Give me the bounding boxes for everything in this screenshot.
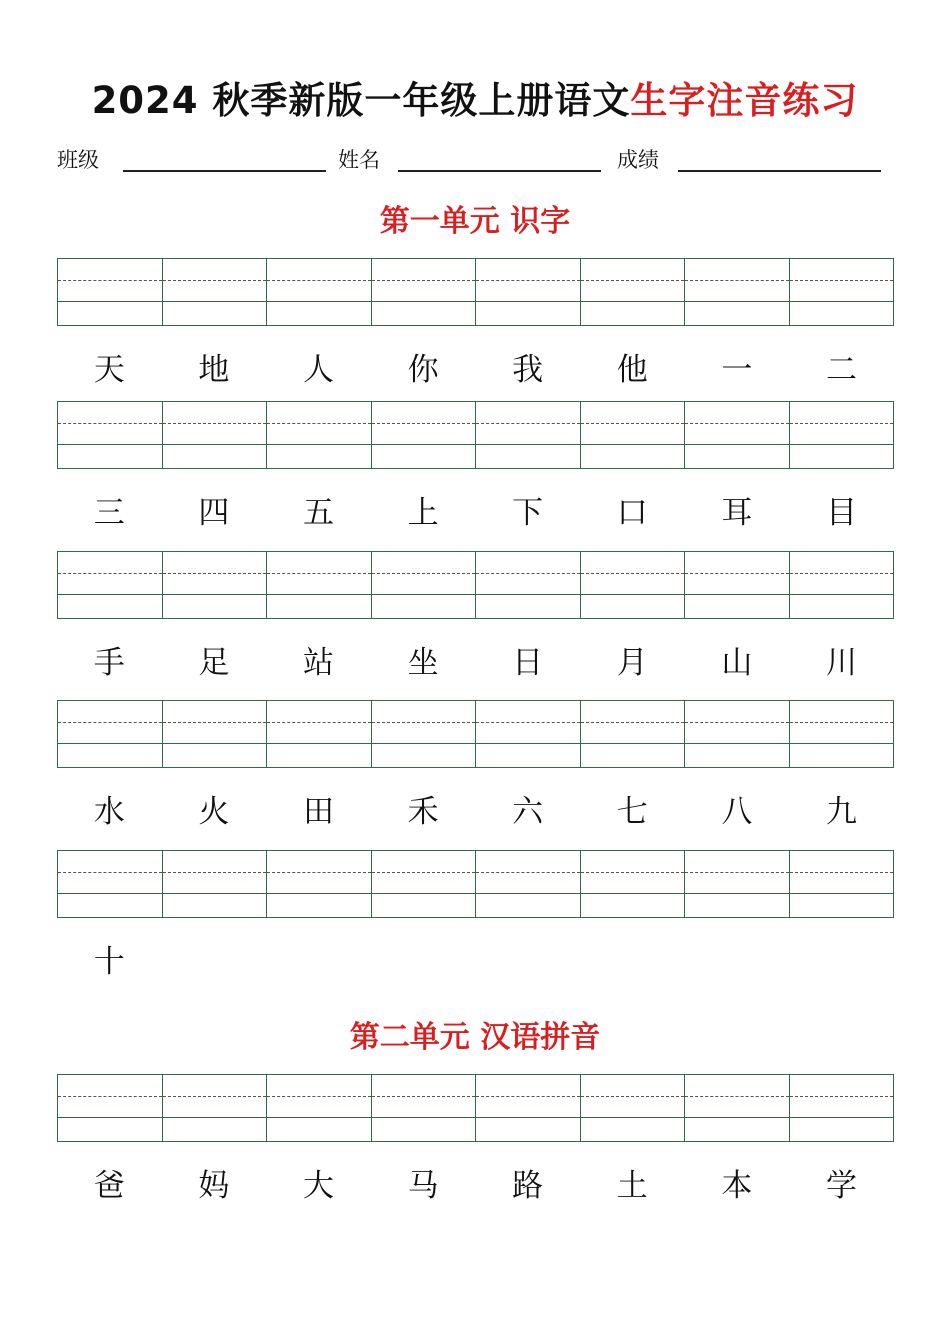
pinyin-cell[interactable]	[581, 701, 686, 767]
hanzi-character: 站	[302, 645, 334, 681]
pinyin-cell[interactable]	[685, 402, 790, 468]
pinyin-cell[interactable]	[581, 552, 686, 618]
pinyin-writing-grid[interactable]	[57, 850, 894, 918]
pinyin-cell[interactable]	[372, 552, 477, 618]
student-info-row	[0, 140, 950, 180]
pinyin-cell[interactable]	[790, 701, 894, 767]
hanzi-character: 目	[825, 495, 857, 531]
hanzi-character: 爸	[93, 1168, 125, 1204]
hanzi-character: 水	[93, 794, 125, 830]
pinyin-cell[interactable]	[372, 259, 477, 325]
pinyin-cell[interactable]	[790, 1075, 894, 1141]
character-row	[57, 348, 894, 392]
hanzi-character: 坐	[407, 645, 439, 681]
name-field[interactable]	[398, 170, 601, 172]
hanzi-character: 妈	[198, 1168, 230, 1204]
hanzi-character: 地	[198, 352, 230, 388]
pinyin-cell[interactable]	[476, 402, 581, 468]
pinyin-cell[interactable]	[267, 1075, 372, 1141]
hanzi-character: 土	[616, 1168, 648, 1204]
title-main: 2024 秋季新版一年级上册语文	[91, 79, 631, 122]
hanzi-character: 七	[616, 794, 648, 830]
pinyin-cell[interactable]	[267, 402, 372, 468]
pinyin-writing-grid[interactable]	[57, 401, 894, 469]
hanzi-character: 耳	[721, 495, 753, 531]
hanzi-character: 马	[407, 1168, 439, 1204]
pinyin-cell[interactable]	[476, 1075, 581, 1141]
hanzi-character: 他	[616, 352, 648, 388]
hanzi-character: 本	[721, 1168, 753, 1204]
section-heading: 第二单元 汉语拼音	[349, 1020, 601, 1055]
pinyin-cell[interactable]	[790, 851, 894, 917]
pinyin-writing-grid[interactable]	[57, 258, 894, 326]
name-label: 姓名	[338, 148, 380, 172]
hanzi-character: 田	[302, 794, 334, 830]
character-row	[57, 790, 894, 834]
pinyin-cell[interactable]	[685, 1075, 790, 1141]
page-title	[0, 70, 950, 124]
section-heading: 第一单元 识字	[379, 204, 571, 239]
pinyin-writing-grid[interactable]	[57, 700, 894, 768]
hanzi-character: 学	[825, 1168, 857, 1204]
pinyin-cell[interactable]	[58, 1075, 163, 1141]
hanzi-character: 山	[721, 645, 753, 681]
hanzi-character: 禾	[407, 794, 439, 830]
pinyin-cell[interactable]	[267, 851, 372, 917]
hanzi-character: 天	[93, 352, 125, 388]
pinyin-cell[interactable]	[163, 1075, 268, 1141]
hanzi-character: 人	[302, 352, 334, 388]
pinyin-cell[interactable]	[685, 701, 790, 767]
pinyin-cell[interactable]	[372, 851, 477, 917]
pinyin-cell[interactable]	[267, 552, 372, 618]
hanzi-character: 口	[616, 495, 648, 531]
hanzi-character: 川	[825, 645, 857, 681]
pinyin-cell[interactable]	[581, 259, 686, 325]
pinyin-cell[interactable]	[267, 701, 372, 767]
pinyin-writing-grid[interactable]	[57, 1074, 894, 1142]
pinyin-cell[interactable]	[685, 851, 790, 917]
pinyin-cell[interactable]	[790, 402, 894, 468]
pinyin-cell[interactable]	[581, 851, 686, 917]
hanzi-character: 下	[512, 495, 544, 531]
hanzi-character: 二	[825, 352, 857, 388]
hanzi-character: 你	[407, 352, 439, 388]
pinyin-cell[interactable]	[581, 402, 686, 468]
class-label: 班级	[57, 148, 99, 172]
hanzi-character: 足	[198, 645, 230, 681]
hanzi-character: 四	[198, 495, 230, 531]
pinyin-cell[interactable]	[163, 701, 268, 767]
class-field[interactable]	[123, 170, 326, 172]
pinyin-cell[interactable]	[163, 259, 268, 325]
pinyin-cell[interactable]	[685, 259, 790, 325]
score-label: 成绩	[617, 148, 659, 172]
character-row	[57, 1164, 894, 1208]
hanzi-character: 三	[93, 495, 125, 531]
pinyin-cell[interactable]	[790, 259, 894, 325]
pinyin-cell[interactable]	[58, 701, 163, 767]
hanzi-character: 六	[512, 794, 544, 830]
pinyin-cell[interactable]	[163, 851, 268, 917]
pinyin-cell[interactable]	[58, 259, 163, 325]
pinyin-cell[interactable]	[372, 701, 477, 767]
pinyin-cell[interactable]	[476, 552, 581, 618]
pinyin-cell[interactable]	[58, 402, 163, 468]
pinyin-cell[interactable]	[372, 1075, 477, 1141]
hanzi-character: 手	[93, 645, 125, 681]
character-row	[57, 641, 894, 685]
hanzi-character: 大	[302, 1168, 334, 1204]
pinyin-cell[interactable]	[476, 259, 581, 325]
score-field[interactable]	[678, 170, 881, 172]
title-highlight: 生字注音练习	[630, 79, 859, 122]
character-row	[57, 940, 894, 984]
character-row	[57, 491, 894, 535]
hanzi-character: 五	[302, 495, 334, 531]
hanzi-character: 八	[721, 794, 753, 830]
hanzi-character: 十	[93, 944, 125, 980]
pinyin-cell[interactable]	[267, 259, 372, 325]
hanzi-character: 上	[407, 495, 439, 531]
pinyin-cell[interactable]	[372, 402, 477, 468]
pinyin-cell[interactable]	[790, 552, 894, 618]
pinyin-cell[interactable]	[58, 851, 163, 917]
hanzi-character: 月	[616, 645, 648, 681]
pinyin-cell[interactable]	[476, 851, 581, 917]
hanzi-character: 日	[512, 645, 544, 681]
hanzi-character: 火	[198, 794, 230, 830]
pinyin-cell[interactable]	[163, 552, 268, 618]
hanzi-character: 九	[825, 794, 857, 830]
pinyin-cell[interactable]	[58, 552, 163, 618]
hanzi-character: 我	[512, 352, 544, 388]
pinyin-cell[interactable]	[476, 701, 581, 767]
pinyin-cell[interactable]	[581, 1075, 686, 1141]
pinyin-cell[interactable]	[685, 552, 790, 618]
pinyin-cell[interactable]	[163, 402, 268, 468]
hanzi-character: 一	[721, 352, 753, 388]
hanzi-character: 路	[512, 1168, 544, 1204]
pinyin-writing-grid[interactable]	[57, 551, 894, 619]
